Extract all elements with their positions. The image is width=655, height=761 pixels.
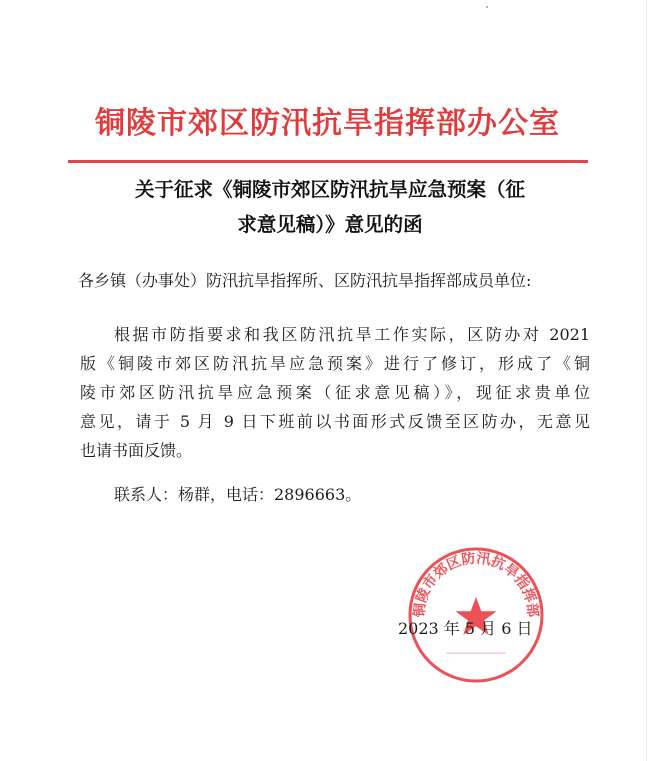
body-line-4: 意见，请于 5 月 9 日下班前以书面形式反馈至区防办，无意见: [80, 412, 590, 431]
salutation: 各乡镇（办事处）防汛抗旱指挥所、区防汛抗旱指挥部成员单位:: [78, 271, 532, 290]
scan-speck: [486, 6, 488, 8]
seal-arc-text: 铜陵市郊区防汛抗旱指挥部: [411, 550, 541, 618]
date-line: 2023 年 5 月 6 日: [398, 619, 533, 638]
official-seal: [406, 545, 546, 685]
contact-line: 联系人：杨群，电话：2896663。: [114, 485, 362, 504]
body-paragraph: [80, 320, 590, 465]
document-title-line-1: 关于征求《铜陵市郊区防汛抗旱应急预案（征: [134, 178, 525, 201]
letterhead: 铜陵市郊区防汛抗旱指挥部办公室: [95, 106, 560, 141]
document-title-line-2: 求意见稿）》意见的函: [237, 213, 423, 236]
body-line-1: 根据市防指要求和我区防汛抗旱工作实际，区防办对 2021: [114, 325, 590, 344]
document-title: [70, 172, 590, 242]
body-line-5: 也请书面反馈。: [80, 441, 193, 460]
letterhead-red-rule: [68, 160, 588, 163]
body-line-3: 陵市郊区防汛抗旱应急预案（征求意见稿）》，现征求贵单位: [80, 383, 590, 402]
body-line-2: 版《铜陵市郊区防汛抗旱应急预案》进行了修订，形成了《铜: [80, 354, 590, 373]
